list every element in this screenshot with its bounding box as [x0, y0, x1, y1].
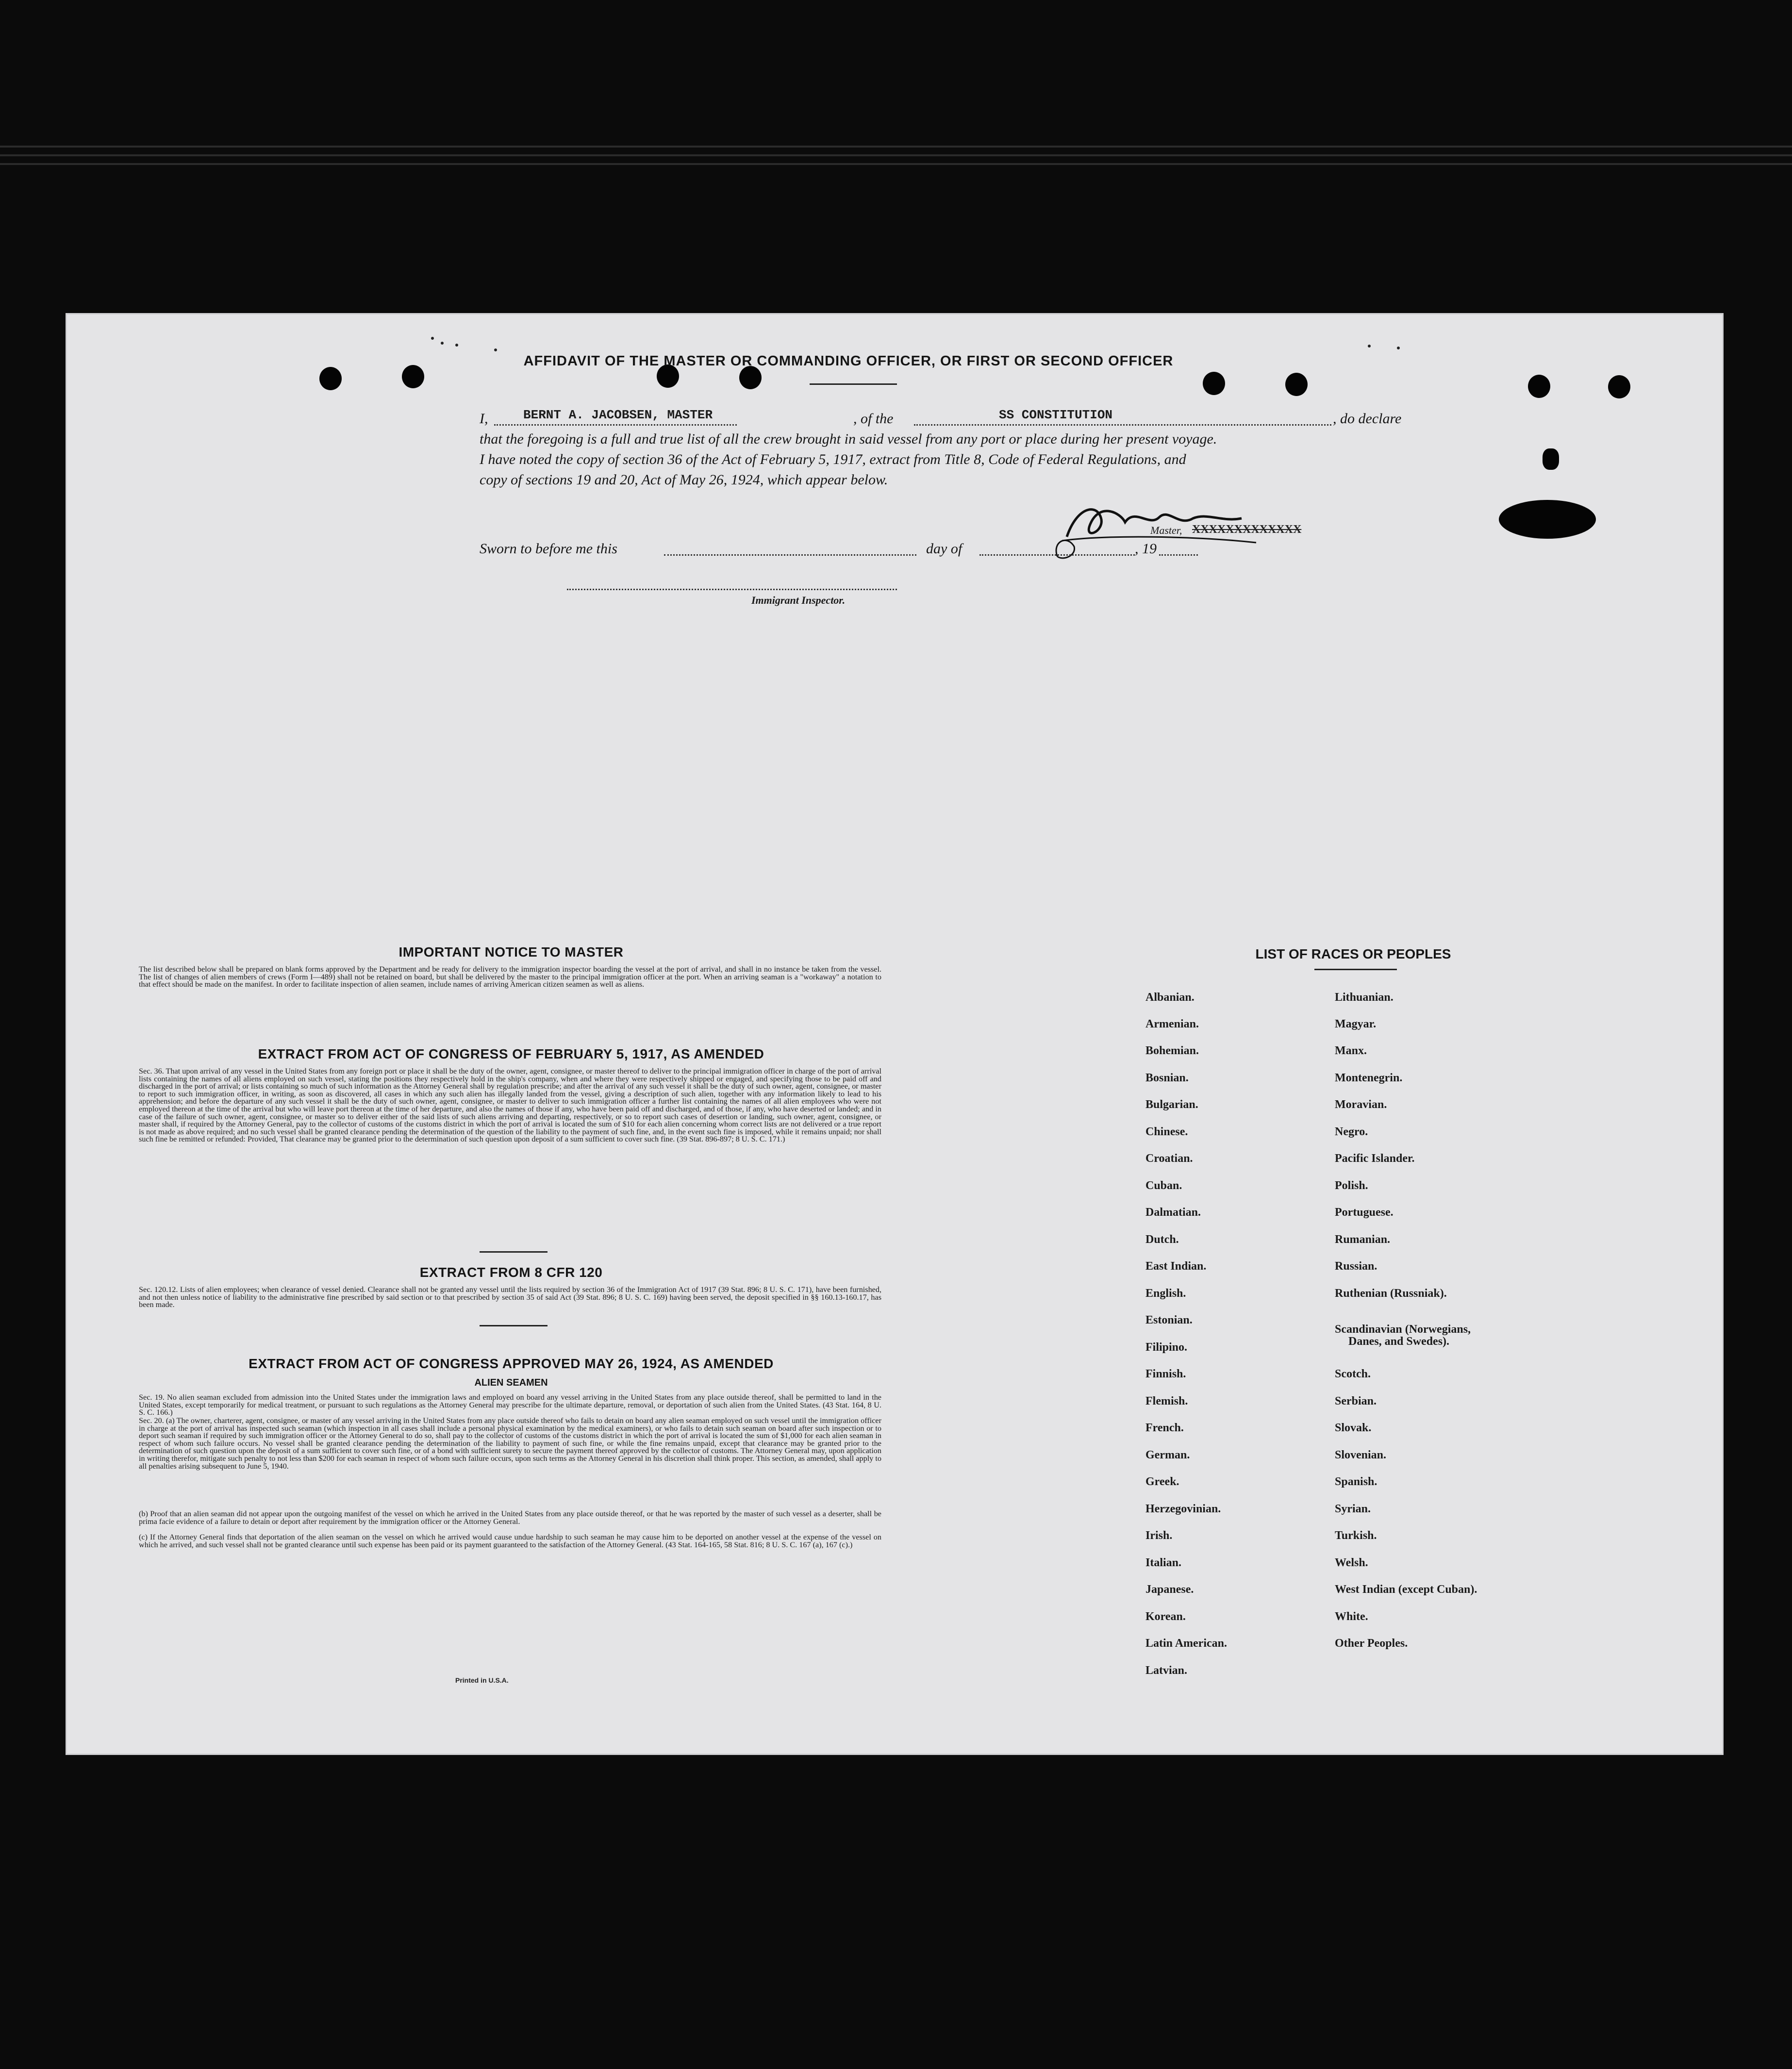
race-item: Chinese. [1145, 1126, 1188, 1138]
race-item: Moravian. [1335, 1098, 1387, 1111]
race-item: Armenian. [1145, 1018, 1199, 1030]
extract-1924-sec20c: (c) If the Attorney General finds that deportation of the alien seaman on the vessel on which he arrived would cause undue hardship to such seaman he may cause him to be deported on another vessel at the expense of the vessel on which he arrived, and such vessel shall not be granted clearance until such expense has been paid or its payment guaranteed to the satisfaction of the Attorney General. (43 Stat. 164-165, 58 Stat. 816; 8 U. S. C. 167 (a), 167 (c).) [139, 1533, 881, 1549]
race-item: Bosnian. [1145, 1072, 1189, 1084]
race-item: Greek. [1145, 1475, 1179, 1488]
race-item: Rumanian. [1335, 1233, 1391, 1246]
extract-1924-sec19: Sec. 19. No alien seaman excluded from admission into the United States under the immigration laws and employed on board any vessel arriving in the United States from any place outside thereof, shall be permitted to land in the United States, except temporarily for medical treatment, or pursuant to such regulations as the Attorney General may prescribe for the ultimate departure, removal, or deportation of such alien from the United States. (43 Stat. 164, 8 U. S. C. 166.) [139, 1393, 881, 1417]
races-title: LIST OF RACES OR PEOPLES [1255, 946, 1451, 961]
extract-1917-title: EXTRACT FROM ACT OF CONGRESS OF FEBRUARY 5, 1917, AS AMENDED [258, 1046, 764, 1061]
race-item: Turkish. [1335, 1529, 1377, 1542]
ink-blot [1543, 448, 1559, 470]
affidavit-line-2: that the foregoing is a full and true list of all the crew brought in said vessel from any port or place during her present voyage. [480, 431, 1217, 447]
race-item: Slovak. [1335, 1422, 1372, 1434]
race-item: Filipino. [1145, 1341, 1188, 1354]
race-item: Estonian. [1145, 1314, 1193, 1326]
affidavit-title: AFFIDAVIT OF THE MASTER OR COMMANDING OFFICER, OR FIRST OR SECOND OFFICER [523, 353, 1174, 369]
day-of-label: day of [926, 541, 962, 557]
of-the-label: , of the [853, 411, 894, 427]
extract-1924-title: EXTRACT FROM ACT OF CONGRESS APPROVED MAY 26, 1924, AS AMENDED [249, 1356, 774, 1371]
alien-seamen-subtitle: ALIEN SEAMEN [474, 1377, 548, 1388]
affidavit-line-4: copy of sections 19 and 20, Act of May 26, 1924, which appear below. [480, 472, 888, 488]
race-item: Negro. [1335, 1126, 1368, 1138]
race-item: Manx. [1335, 1044, 1367, 1057]
race-item: German. [1145, 1449, 1190, 1461]
document-page [67, 314, 1722, 1754]
race-item: Herzegovinian. [1145, 1503, 1221, 1515]
extract-1924-sec20b: (b) Proof that an alien seaman did not appear upon the outgoing manifest of the vessel on which he arrived in the United States from any place outside thereof, or that he was reported by the master of such vessel as a deserter, shall be prima facie evidence of a failure to detain or deport after requirement by the immigration officer or the Attorney General. [139, 1509, 881, 1526]
year-label: , 19 [1135, 541, 1157, 557]
race-item: Serbian. [1335, 1395, 1377, 1407]
race-item: Danes, and Swedes). [1348, 1335, 1450, 1348]
race-item: Latvian. [1145, 1664, 1188, 1677]
race-item: Portuguese. [1335, 1206, 1394, 1219]
punch-hole [1608, 375, 1630, 398]
punch-hole [739, 366, 762, 389]
punch-hole [1203, 372, 1225, 395]
master-name: BERNT A. JACOBSEN, MASTER [523, 408, 713, 422]
race-item: Slovenian. [1335, 1449, 1387, 1461]
punch-hole [1528, 375, 1550, 398]
race-item: Ruthenian (Russniak). [1335, 1287, 1447, 1300]
punch-hole [1285, 373, 1308, 396]
race-item: Japanese. [1145, 1583, 1194, 1596]
race-item: Korean. [1145, 1610, 1186, 1623]
race-item: Croatian. [1145, 1152, 1193, 1165]
ink-blot [1499, 500, 1596, 539]
race-item: Russian. [1335, 1260, 1377, 1273]
inspector-label: Immigrant Inspector. [751, 594, 846, 606]
race-item: Dalmatian. [1145, 1206, 1201, 1219]
struck-title: XXXXXXXXXXXXX [1192, 523, 1302, 536]
race-item: Polish. [1335, 1179, 1368, 1192]
race-item: Flemish. [1145, 1395, 1188, 1407]
extract-1917-text: Sec. 36. That upon arrival of any vessel in the United States from any foreign port or place it shall be the duty of the owner, agent, consignee, or master thereof to deliver to the principal immigration officer in charge of the port of arrival lists containing the names of all aliens employed on such vessel, stating the positions they respectively hold in the ship's company, when and where they were respectively shipped or engaged, and specifying those to be paid off and discharged in the port of arrival; or lists containing so much of such information as the Attorney General shall by regulation prescribe; and after the arrival of any such vessel it shall be the duty of such owner, agent, consignee, or master to report to such immigration officer, in writing, as soon as discovered, all cases in which any such alien has illegally landed from the vessel, giving a description of such alien, together with any information likely to lead to his apprehension; and before the departure of any such vessel it shall be the duty of such owner, agent, consignee, or master to deliver to such immigration officer a further list containing the names of all alien employees who were not employed thereon at the time of the arrival but who will leave port thereon at the time of her departure, and also the names of those if any, who have been paid off and discharged, and of those, if any, who have deserted or landed; and in case of the failure of such owner, agent, consignee, or master so to deliver either of the said lists of such aliens arriving and departing, respectively, or so to report such cases of desertion or landing, such owner, agent, consignee, or master shall, if required by the Attorney General, pay to the collector of customs of the customs district in which the port of arrival is located the sum of $10 for each alien concerning whom correct lists are not delivered or a true report is not made as above required; and no such vessel shall be granted clearance pending the determination of the question of the liability to the payment of such fine, and, in the event such fine is imposed, while it remains unpaid; nor shall such fine be remitted or refunded: Provided, That clearance may be granted prior to the determination of such question upon deposit of a sum sufficient to cover such fine. (39 Stat. 896-897; 8 U. S. C. 171.) [139, 1067, 881, 1144]
notice-text: The list described below shall be prepared on blank forms approved by the Department and be ready for delivery to the immigration inspector boarding the vessel at the port of arrival, and shall in no instance be taken from the vessel. The list of changes of alien members of crews (Form I—489) shall not be retained on board, but shall be delivered by the master to the principal immigration officer at the port. When an arriving seaman is a "workaway" a notation to that effect should be made on the manifest. In order to facilitate inspection of alien seamen, include names of arriving American citizen seamen as well as aliens. [139, 965, 881, 989]
extract-cfr-title: EXTRACT FROM 8 CFR 120 [419, 1265, 603, 1280]
race-item: East Indian. [1145, 1260, 1207, 1273]
punch-hole [319, 367, 342, 390]
race-item: Latin American. [1145, 1637, 1227, 1650]
extract-1924-sec20: Sec. 20. (a) The owner, charterer, agent, consignee, or master of any vessel arriving in the United States from any place outside thereof who fails to detain on board any alien seaman employed on such vessel until the immigration officer in charge at the port of arrival has inspected such seaman (which inspection in all cases shall include a personal physical examination by the medical examiners), or who fails to detain such seaman on board after such inspection or to deport such seaman if required by such immigration officer or the Attorney General to do so, shall pay to the collector of customs of the customs district in which the port of arrival is located the sum of $1,000 for each alien seaman in respect of whom such failure occurs. No vessel shall be granted clearance pending the determination of the liability to payment of such fine, or while the fine remains unpaid, except that clearance may be granted prior to the determination of such question upon the deposit of a sum sufficient to cover such fine, or of a bond with sufficient surety to secure the payment thereof approved by the collector of customs. The Attorney General may, upon application in writing therefor, mitigate such penalty to not less than $200 for each seaman in respect of whom such failure occurs, upon such terms as the Attorney General in his discretion shall think proper. This section, as amended, shall apply to all penalties arising subsequent to June 5, 1940. [139, 1416, 881, 1471]
printed-in-usa: Printed in U.S.A. [455, 1676, 509, 1684]
race-item: Syrian. [1335, 1503, 1371, 1515]
race-item: Italian. [1145, 1556, 1182, 1569]
master-label: Master, [1150, 524, 1182, 536]
sworn-label: Sworn to before me this [480, 541, 617, 557]
race-item: Bohemian. [1145, 1044, 1199, 1057]
race-item: Welsh. [1335, 1556, 1368, 1569]
race-item: Albanian. [1145, 991, 1195, 1004]
race-item: Pacific Islander. [1335, 1152, 1415, 1165]
do-declare-label: , do declare [1333, 411, 1402, 427]
race-item: West Indian (except Cuban). [1335, 1583, 1477, 1596]
race-item: Finnish. [1145, 1368, 1186, 1380]
race-item: English. [1145, 1287, 1186, 1300]
race-item: Scotch. [1335, 1368, 1371, 1380]
race-item: Bulgarian. [1145, 1098, 1198, 1111]
affidavit-line-1: I, [480, 411, 488, 427]
extract-cfr-text: Sec. 120.12. Lists of alien employees; when clearance of vessel denied. Clearance shall not be granted any vessel until the lists required by section 36 of the Immigration Act of 1917 (39 Stat. 896; 8 U. S. C. 171), have been furnished, and not then unless notice of liability to the administrative fine prescribed by said section or to that prescribed by section 35 of said Act (39 Stat. 896; 8 U. S. C. 169) having been served, the deposit specified in §§ 160.13-160.17, has been made. [139, 1285, 881, 1309]
race-item: Irish. [1145, 1529, 1173, 1542]
race-item: Montenegrin. [1335, 1072, 1403, 1084]
race-item: Scandinavian (Norwegians, [1335, 1323, 1471, 1336]
affidavit-line-3: I have noted the copy of section 36 of the Act of February 5, 1917, extract from Title 8, Code of Federal Regulations, and [480, 451, 1186, 467]
race-item: White. [1335, 1610, 1368, 1623]
race-item: Magyar. [1335, 1018, 1377, 1030]
race-item: Other Peoples. [1335, 1637, 1408, 1650]
race-item: Lithuanian. [1335, 991, 1394, 1004]
race-item: Spanish. [1335, 1475, 1377, 1488]
vessel-name: SS CONSTITUTION [999, 408, 1113, 422]
race-item: Dutch. [1145, 1233, 1179, 1246]
race-item: French. [1145, 1422, 1184, 1434]
race-item: Cuban. [1145, 1179, 1182, 1192]
punch-hole [402, 365, 424, 388]
notice-title: IMPORTANT NOTICE TO MASTER [398, 944, 624, 960]
